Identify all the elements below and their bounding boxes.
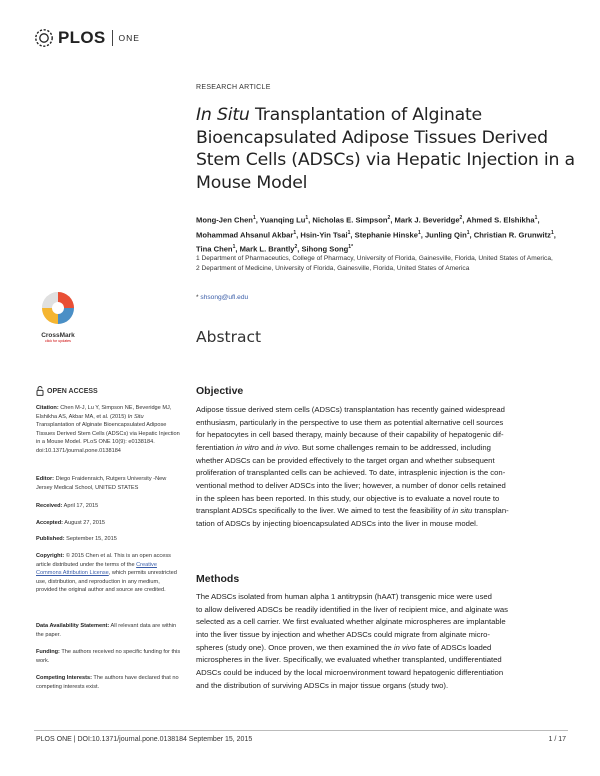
author-affiliation-marker: 1 xyxy=(466,229,470,236)
open-lock-icon xyxy=(36,386,44,396)
page-number: 1 / 17 xyxy=(548,736,566,743)
methods-line: spheres (study one). Once proven, we then examined the in vivo fate of ADSCs loaded xyxy=(196,642,492,652)
author-name[interactable]: Mohammad Ahsanul Akbar xyxy=(196,230,294,240)
citation-label: Citation: xyxy=(36,405,59,411)
copyright-text-2: , which permits unrestricted use, distribution, and reproduction in any medium, provided the original author and source are credited. xyxy=(36,570,177,594)
objective-line: ventional method to deliver ADSCs into the liver; however, a number of donor cells retained xyxy=(196,480,506,490)
author-name[interactable]: Yuanqing Lu xyxy=(259,215,306,225)
title-italic: In Situ xyxy=(196,105,250,125)
published-date xyxy=(36,535,182,544)
accepted-label: Accepted: xyxy=(36,520,64,526)
methods-line: The ADSCs isolated from human alpha 1 antitrypsin (hAAT) transgenic mice were used xyxy=(196,592,492,601)
funding-label: Funding: xyxy=(36,649,60,655)
footer-rule xyxy=(34,730,568,731)
author-affiliation-marker: 1 xyxy=(232,244,236,251)
author-name[interactable]: Stephanie Hinske xyxy=(354,230,418,240)
objective-line: Adipose tissue derived stem cells (ADSCs) transplantation has recently gained widespread xyxy=(196,405,505,414)
methods-text xyxy=(196,591,568,692)
editor xyxy=(36,475,182,492)
author-name[interactable]: Nicholas E. Simpson xyxy=(312,215,388,225)
author-affiliation-marker: 1 xyxy=(550,229,554,236)
objective-line: in the spleen has been reported. In this study, our objective is to evaluate a novel route to xyxy=(196,493,500,503)
objective-line: ferentiation in vitro and in vivo. But some challenges remain to be addressed, including xyxy=(196,442,491,452)
logo-divider xyxy=(112,30,113,46)
open-access-label: OPEN ACCESS xyxy=(47,387,98,395)
data-availability-label: Data Availability Statement: xyxy=(36,623,110,629)
article-type: RESEARCH ARTICLE xyxy=(196,84,271,91)
author-list: Mong-Jen Chen$^1$, Yuanqing Lu$^1$, Nicholas E. Simpson$^2$, Mark J. Beveridge$^2$, Ahmed S. Elshikha$^1$, Mohammad Ahsanul Akbar$^1$, Hsin-Yin Tsai$^1$, Stephanie Hinske$^1$, Junling Qin$^1$, Christian R. Grunwitz$^1$, Tina Chen$^1$, Mark L. Brantly$^2$, Sihong Song$^{1*}$ xyxy=(196,215,556,254)
data-availability-text: All relevant data are within the paper. xyxy=(36,623,177,638)
editor-text: Diego Fraidenraich, Rutgers University -New Jersey Medical School, UNITED STATES xyxy=(36,476,167,491)
citation-italic: In Situ xyxy=(127,413,144,420)
author-affiliation-marker: 1 xyxy=(293,229,297,236)
citation-text-2: Transplantation of Alginate Bioencapsulated Adipose Tissues Derived Stem Cells (ADSCs) via Hepatic Injection in a Mouse Model. PLoS ONE 10(9): e0138184. doi:10.1371/journal.pone.0138184 xyxy=(36,422,180,454)
author-affiliation-marker: 1* xyxy=(348,244,354,251)
funding-text: The authors received no specific funding for this work. xyxy=(36,649,181,664)
footer-citation: PLOS ONE | DOI:10.1371/journal.pone.0138184 September 15, 2015 xyxy=(36,736,253,743)
open-access xyxy=(36,386,98,396)
email-marker: * xyxy=(196,294,201,301)
author-name[interactable]: Junling Qin xyxy=(424,230,467,240)
author-affiliation-marker: 2 xyxy=(459,215,463,221)
objective-heading: Objective xyxy=(196,385,244,397)
competing-text: The authors have declared that no competing interests exist. xyxy=(36,675,179,690)
objective-line: whether ADSCs can be provided effectively to the target organ and whether subsequent xyxy=(196,455,495,465)
received-date xyxy=(36,502,182,511)
crossmark-label: CrossMark xyxy=(41,332,75,339)
published-label: Published: xyxy=(36,536,65,542)
competing-interests xyxy=(36,674,182,691)
copyright xyxy=(36,552,182,595)
affiliations: 1 Department of Pharmaceutics, College of Pharmacy, University of Florida, Gainesville, Florida, United States of America, 2 Department of Medicine, University of Florida, Gainesville, Florida, United States of America xyxy=(196,255,553,272)
author-name[interactable]: Christian R. Grunwitz xyxy=(473,230,551,240)
author-name[interactable]: Hsin-Yin Tsai xyxy=(300,230,348,240)
objective-line: proliferation of transplanted cells can be achieved. To date, intrasplenic injection is the con- xyxy=(196,468,506,478)
objective-line: enthusiasm, particularly in the perspective to use them as potential alternative cell sources xyxy=(196,417,504,427)
objective-text xyxy=(196,404,568,531)
methods-heading: Methods xyxy=(196,573,240,585)
author-affiliation-marker: 1 xyxy=(252,215,256,221)
author-name[interactable]: Ahmed S. Elshikha xyxy=(466,215,535,225)
title-rest: Transplantation of Alginate Bioencapsulated Adipose Tissues Derived Stem Cells (ADSCs) via Hepatic Injection in a Mouse Model xyxy=(196,105,575,193)
logo-text: PLOS xyxy=(58,28,106,47)
methods-line: microspheres in the liver. Specifically, we evaluated whether transplanted, undifferentiated xyxy=(196,655,502,665)
author-name[interactable]: Sihong Song xyxy=(301,244,349,254)
citation xyxy=(36,404,182,456)
objective-line: tation of ADSCs by injecting bioencapsulated ADSCs into the liver in mouse model. xyxy=(196,518,479,528)
methods-line: and the distribution of surviving ADSCs in major tissue organs (study two). xyxy=(196,680,449,690)
objective-line: transplant ADSCs specifically to the liver. We aimed to test the feasibility of in situ transplan- xyxy=(196,506,509,516)
author-name[interactable]: Mong-Jen Chen xyxy=(196,215,253,225)
license-link[interactable]: Creative Commons Attribution License xyxy=(36,561,157,577)
author-affiliation-marker: 2 xyxy=(387,215,391,221)
plos-logo-icon xyxy=(34,28,54,48)
methods-line: into the liver tissue by injection and whether ADSCs could migrate from alginate micro- xyxy=(196,629,490,639)
received-label: Received: xyxy=(36,503,63,509)
crossmark-icon xyxy=(36,290,80,326)
citation-text: Chen M-J, Lu Y, Simpson NE, Beveridge MJ, Elshikha AS, Akbar MA, et al. (2015) xyxy=(36,405,172,420)
author-affiliation-marker: 2 xyxy=(294,244,298,251)
author-name[interactable]: Tina Chen xyxy=(196,244,233,254)
published-text: September 15, 2015 xyxy=(64,536,117,542)
received-text: April 17, 2015 xyxy=(62,503,99,509)
author-name[interactable]: Mark J. Beveridge xyxy=(394,215,460,225)
email-link[interactable]: shsong@ufl.edu xyxy=(200,294,249,301)
accepted-text: August 27, 2015 xyxy=(63,520,106,526)
accepted-date xyxy=(36,519,182,528)
methods-line: to allow delivered ADSCs be readily identified in the liver of recipient mice, and alginate was xyxy=(196,604,508,614)
abstract-heading: Abstract xyxy=(196,328,262,346)
article-title xyxy=(196,104,576,194)
objective-line: for hepatocytes in cell based therapy, mainly because of their capability of hepatogenic dif- xyxy=(196,430,504,440)
data-availability xyxy=(36,622,182,639)
author-affiliation-marker: 1 xyxy=(347,229,351,236)
crossmark-sublabel: click for updates xyxy=(45,339,71,343)
plos-logo[interactable] xyxy=(34,27,140,49)
editor-label: Editor: xyxy=(36,476,55,482)
competing-label: Competing Interests: xyxy=(36,675,92,681)
journal-name: ONE xyxy=(118,33,140,43)
copyright-label: Copyright: xyxy=(36,553,65,559)
copyright-text: © 2015 Chen et al. This is an open access article distributed under the terms of the xyxy=(36,553,171,568)
author-affiliation-marker: 1 xyxy=(305,215,309,221)
corresponding-email xyxy=(196,294,248,301)
methods-line: ADSCs could be induced by the local microenvironment toward hepatogenic differentiation xyxy=(196,667,504,677)
methods-line: selected as a cell carrier. We first evaluated whether alginate microspheres are implantable xyxy=(196,617,506,627)
crossmark-badge[interactable] xyxy=(36,290,80,343)
author-affiliation-marker: 1 xyxy=(417,229,421,236)
author-affiliation-marker: 1 xyxy=(534,215,538,221)
author-name[interactable]: Mark L. Brantly xyxy=(239,244,295,254)
funding xyxy=(36,648,182,665)
